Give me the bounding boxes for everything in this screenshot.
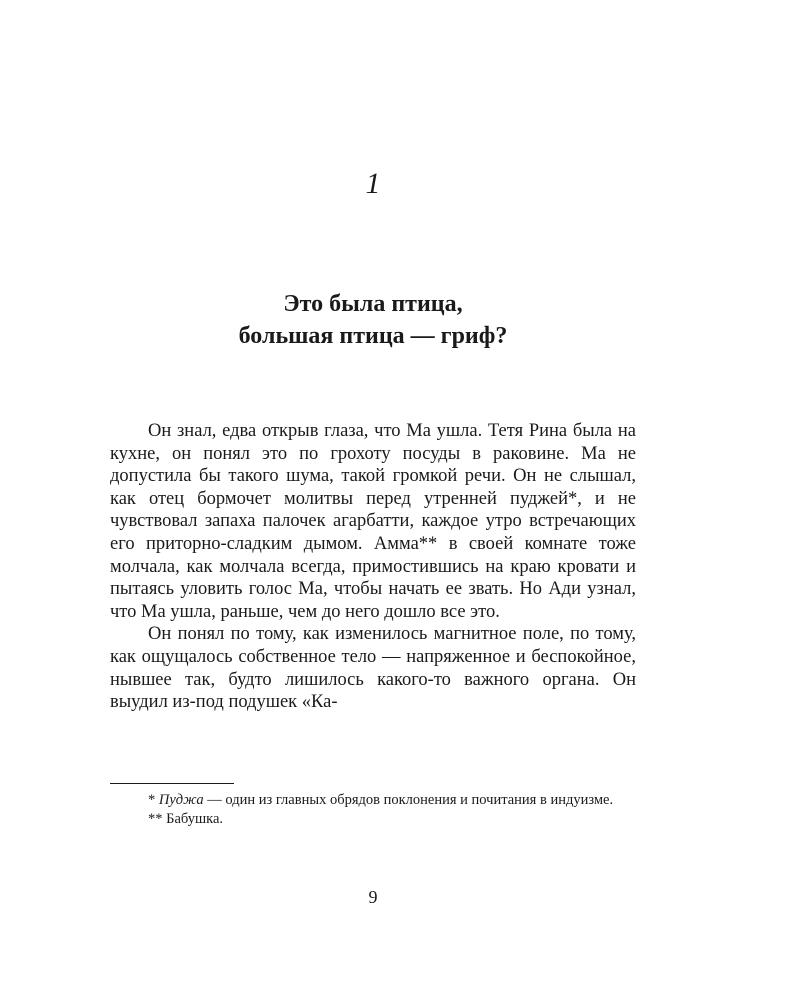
page-number: 9 xyxy=(368,887,378,907)
footnote-1-text: — один из главных обрядов поклонения и почитания в индуизме. xyxy=(203,792,614,808)
footnote-2-text: Бабушка. xyxy=(166,811,224,827)
chapter-title-line-1: Это была птица, xyxy=(283,291,463,317)
paragraph-1: Он знал, едва открыв глаза, что Ма ушла. Тетя Рина была на кухне, он понял это по грохоту посуды в раковине. Ма не допустила бы такого шума, такой громкой речи. Он не слышал, как отец бормочет молитвы перед утренней пуджей*, и не чувствовал запаха палочек агарбатти, каждое утро встречающих его приторно-сладким дымом. Амма** в своей комнате тоже молчала, как молчала всегда, примостившись на краю кровати и пытаясь уловить голос Ма, чтобы начать ее звать. Но Ади узнал, что Ма ушла, раньше, чем до него дошло все это. xyxy=(110,421,636,622)
chapter-number: 1 xyxy=(365,167,381,200)
body-text xyxy=(110,420,636,714)
footnote-1-marker: * xyxy=(148,792,156,808)
chapter-title-line-2: большая птица — гриф? xyxy=(238,323,508,349)
footnotes xyxy=(110,791,636,829)
paragraph-2: Он понял по тому, как изменилось магнитное поле, по тому, как ощущалось собственное тело — напряженное и беспокойное, нывшее так, будто лишилось какого-то важного органа. Он выудил из-под подушек «Ка- xyxy=(110,624,636,713)
chapter-title xyxy=(0,288,746,352)
footnote-1-term: Пуджа xyxy=(158,792,204,808)
footnote-separator xyxy=(110,783,234,784)
footnote-2 xyxy=(110,810,636,829)
footnote-1 xyxy=(110,791,636,810)
footnote-2-marker: ** xyxy=(148,811,163,827)
